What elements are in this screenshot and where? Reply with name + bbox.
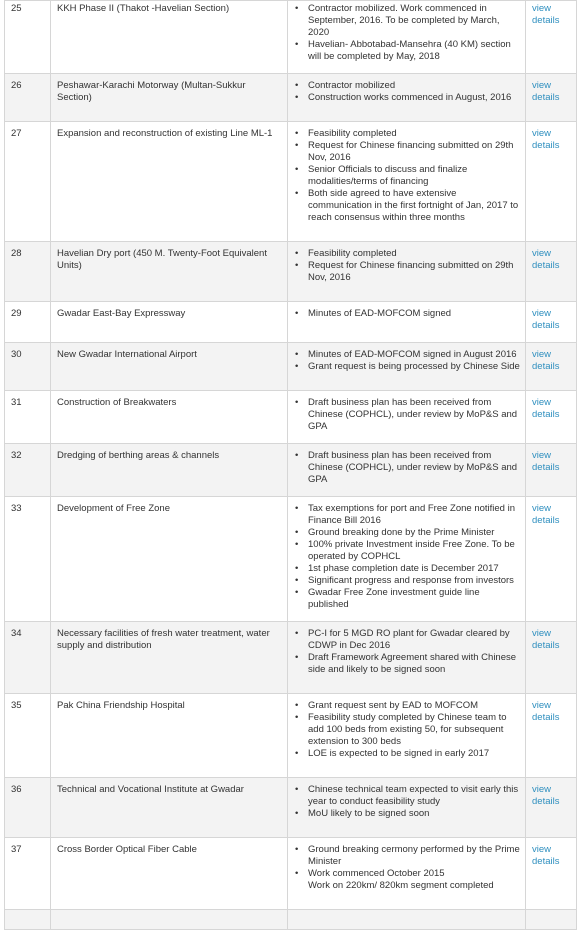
view-details-link[interactable] bbox=[532, 128, 571, 152]
project-name: Development of Free Zone bbox=[51, 497, 288, 622]
row-number: 36 bbox=[5, 778, 51, 838]
status-item: • Minutes of EAD-MOFCOM signed in August 2016 bbox=[308, 349, 520, 361]
status-item: • Minutes of EAD-MOFCOM signed bbox=[308, 308, 520, 320]
status-item: • Contractor mobilized. Work commenced in September, 2016. To be completed by March, 2020 bbox=[308, 3, 520, 39]
status-item: • Ground breaking done by the Prime Minister bbox=[308, 527, 520, 539]
status-item: • MoU likely to be signed soon bbox=[308, 808, 520, 820]
project-status bbox=[288, 444, 526, 497]
table-row bbox=[5, 302, 577, 343]
link-line-1: view bbox=[532, 450, 552, 461]
view-details-link[interactable] bbox=[532, 80, 571, 104]
project-name: Construction of Breakwaters bbox=[51, 391, 288, 444]
table-row bbox=[5, 778, 577, 838]
row-number: 28 bbox=[5, 242, 51, 302]
view-details-cell bbox=[526, 302, 577, 343]
view-details-link[interactable] bbox=[532, 844, 571, 868]
row-number: 35 bbox=[5, 694, 51, 778]
project-name: Technical and Vocational Institute at Gwadar bbox=[51, 778, 288, 838]
link-line-1: view bbox=[532, 397, 552, 408]
project-name: Cross Border Optical Fiber Cable bbox=[51, 838, 288, 910]
table-row bbox=[5, 242, 577, 302]
project-name: Havelian Dry port (450 M. Twenty-Foot Equivalent Units) bbox=[51, 242, 288, 302]
view-details-cell bbox=[526, 391, 577, 444]
view-details-link[interactable] bbox=[532, 397, 571, 421]
row-number: 34 bbox=[5, 622, 51, 694]
status-item: • Feasibility completed bbox=[308, 128, 520, 140]
link-line-1: view bbox=[532, 308, 552, 319]
project-name: Necessary facilities of fresh water treatment, water supply and distribution bbox=[51, 622, 288, 694]
link-line-1: view bbox=[532, 700, 552, 711]
link-line-1: view bbox=[532, 628, 552, 639]
link-line-2: details bbox=[532, 92, 560, 103]
status-item: • 100% private Investment inside Free Zone. To be operated by COPHCL bbox=[308, 539, 520, 563]
row-number: 26 bbox=[5, 74, 51, 122]
status-item: • Tax exemptions for port and Free Zone notified in Finance Bill 2016 bbox=[308, 503, 520, 527]
projects-table bbox=[4, 0, 577, 930]
link-line-2: details bbox=[532, 856, 560, 867]
view-details-cell bbox=[526, 1, 577, 74]
status-item: • Significant progress and response from investors bbox=[308, 575, 520, 587]
status-item: • Draft business plan has been received from Chinese (COPHCL), under review by MoP&S and GPA bbox=[308, 450, 520, 486]
project-name: Expansion and reconstruction of existing Line ML-1 bbox=[51, 122, 288, 242]
link-line-1: view bbox=[532, 784, 552, 795]
link-line-2: details bbox=[532, 796, 560, 807]
status-item: • Contractor mobilized bbox=[308, 80, 520, 92]
row-number: 25 bbox=[5, 1, 51, 74]
row-number: 33 bbox=[5, 497, 51, 622]
view-details-link[interactable] bbox=[532, 700, 571, 724]
project-name: Pak China Friendship Hospital bbox=[51, 694, 288, 778]
status-item: • PC-I for 5 MGD RO plant for Gwadar cleared by CDWP in Dec 2016 bbox=[308, 628, 520, 652]
status-item: • Draft Framework Agreement shared with Chinese side and likely to be signed soon bbox=[308, 652, 520, 676]
project-status bbox=[288, 343, 526, 391]
project-status bbox=[288, 391, 526, 444]
table-row bbox=[5, 694, 577, 778]
project-name: Peshawar-Karachi Motorway (Multan-Sukkur Section) bbox=[51, 74, 288, 122]
status-item: • Senior Officials to discuss and finalize modalities/terms of financing bbox=[308, 164, 520, 188]
link-line-2: details bbox=[532, 640, 560, 651]
view-details-link[interactable] bbox=[532, 628, 571, 652]
row-number: 29 bbox=[5, 302, 51, 343]
view-details-cell bbox=[526, 497, 577, 622]
project-status bbox=[288, 622, 526, 694]
table-row bbox=[5, 343, 577, 391]
link-line-2: details bbox=[532, 409, 560, 420]
row-number: 31 bbox=[5, 391, 51, 444]
link-line-2: details bbox=[532, 140, 560, 151]
link-line-1: view bbox=[532, 3, 552, 14]
status-item: • Work commenced October 2015 bbox=[308, 868, 520, 880]
link-line-1: view bbox=[532, 80, 552, 91]
status-continuation: Work on 220km/ 820km segment completed bbox=[308, 880, 494, 891]
table-row bbox=[5, 838, 577, 910]
row-number: 32 bbox=[5, 444, 51, 497]
view-details-link[interactable] bbox=[532, 308, 571, 332]
view-details-cell bbox=[526, 343, 577, 391]
view-details-cell bbox=[526, 838, 577, 910]
table-row bbox=[5, 391, 577, 444]
view-details-link[interactable] bbox=[532, 248, 571, 272]
view-details-cell bbox=[526, 444, 577, 497]
status-item: • Feasibility completed bbox=[308, 248, 520, 260]
project-status bbox=[288, 242, 526, 302]
project-status bbox=[288, 302, 526, 343]
view-details-link[interactable] bbox=[532, 784, 571, 808]
link-line-1: view bbox=[532, 503, 552, 514]
view-details-cell bbox=[526, 74, 577, 122]
status-item: • Ground breaking cermony performed by the Prime Minister bbox=[308, 844, 520, 868]
row-number: 37 bbox=[5, 838, 51, 910]
link-line-2: details bbox=[532, 361, 560, 372]
row-number: 27 bbox=[5, 122, 51, 242]
empty-cell bbox=[288, 910, 526, 930]
view-details-link[interactable] bbox=[532, 450, 571, 474]
project-status bbox=[288, 497, 526, 622]
project-status bbox=[288, 778, 526, 838]
status-item: • Chinese technical team expected to visit early this year to conduct feasibility study bbox=[308, 784, 520, 808]
status-item: • Request for Chinese financing submitted on 29th Nov, 2016 bbox=[308, 140, 520, 164]
link-line-1: view bbox=[532, 844, 552, 855]
project-status bbox=[288, 1, 526, 74]
project-status bbox=[288, 74, 526, 122]
link-line-2: details bbox=[532, 260, 560, 271]
link-line-2: details bbox=[532, 462, 560, 473]
link-line-2: details bbox=[532, 712, 560, 723]
status-item: • Both side agreed to have extensive communication in the first fortnight of Jan, 2017 to reach consensus within three months bbox=[308, 188, 520, 224]
table-row bbox=[5, 1, 577, 74]
project-status bbox=[288, 122, 526, 242]
project-name: Gwadar East-Bay Expressway bbox=[51, 302, 288, 343]
status-item: • Grant request is being processed by Chinese Side bbox=[308, 361, 520, 373]
row-number: 30 bbox=[5, 343, 51, 391]
view-details-link[interactable] bbox=[532, 3, 571, 27]
view-details-cell bbox=[526, 122, 577, 242]
status-item: • Havelian- Abbotabad-Mansehra (40 KM) section will be completed by May, 2018 bbox=[308, 39, 520, 63]
table-row bbox=[5, 622, 577, 694]
link-line-1: view bbox=[532, 248, 552, 259]
view-details-cell bbox=[526, 242, 577, 302]
status-item: • 1st phase completion date is December 2017 bbox=[308, 563, 520, 575]
table-row-partial bbox=[5, 910, 577, 930]
view-details-link[interactable] bbox=[532, 349, 571, 373]
status-item: • Draft business plan has been received from Chinese (COPHCL), under review by MoP&S and GPA bbox=[308, 397, 520, 433]
status-item: • Gwadar Free Zone investment guide line published bbox=[308, 587, 520, 611]
empty-cell bbox=[51, 910, 288, 930]
view-details-cell bbox=[526, 694, 577, 778]
empty-cell bbox=[526, 910, 577, 930]
project-name: KKH Phase II (Thakot -Havelian Section) bbox=[51, 1, 288, 74]
link-line-1: view bbox=[532, 128, 552, 139]
table-row bbox=[5, 497, 577, 622]
empty-cell bbox=[5, 910, 51, 930]
project-name: New Gwadar International Airport bbox=[51, 343, 288, 391]
table-row bbox=[5, 122, 577, 242]
table-row bbox=[5, 74, 577, 122]
status-item: • Grant request sent by EAD to MOFCOM bbox=[308, 700, 520, 712]
status-item: • Feasibility study completed by Chinese team to add 100 beds from existing 50, for subsequent extension to 300 beds bbox=[308, 712, 520, 748]
status-item: • Request for Chinese financing submitted on 29th Nov, 2016 bbox=[308, 260, 520, 284]
link-line-2: details bbox=[532, 15, 560, 26]
table-row bbox=[5, 444, 577, 497]
project-status bbox=[288, 694, 526, 778]
link-line-1: view bbox=[532, 349, 552, 360]
status-item: • LOE is expected to be signed in early 2017 bbox=[308, 748, 520, 760]
project-status bbox=[288, 838, 526, 910]
project-name: Dredging of berthing areas & channels bbox=[51, 444, 288, 497]
link-line-2: details bbox=[532, 515, 560, 526]
link-line-2: details bbox=[532, 320, 560, 331]
view-details-link[interactable] bbox=[532, 503, 571, 527]
view-details-cell bbox=[526, 778, 577, 838]
view-details-cell bbox=[526, 622, 577, 694]
status-item: • Construction works commenced in August, 2016 bbox=[308, 92, 520, 104]
